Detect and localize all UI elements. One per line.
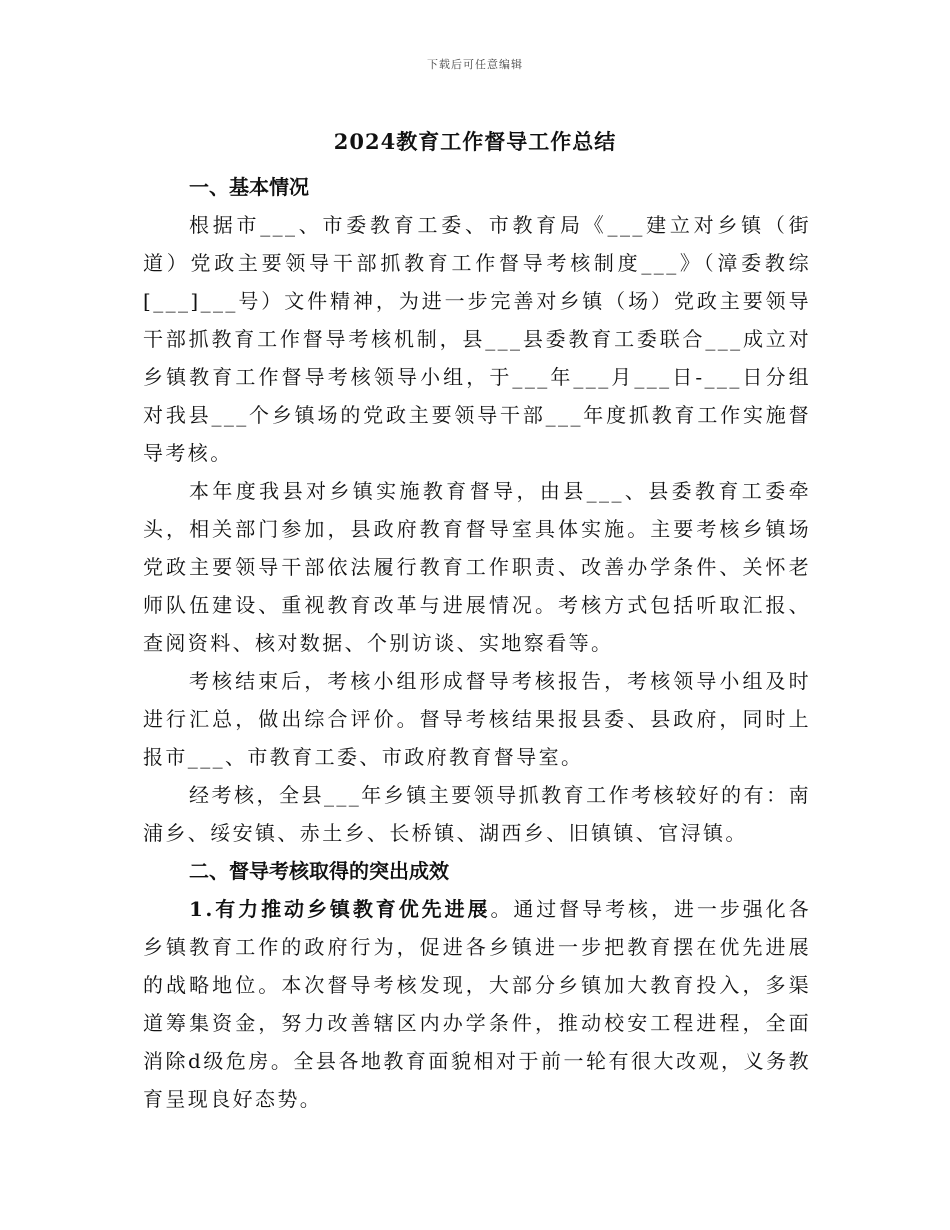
- paragraph-text: 。通过督导考核，进一步强化各乡镇教育工作的政府行为，促进各乡镇进一步把教育摆在优先进展的战略地位。本次督导考核发现，大部分乡镇加大教育投入，多渠道筹集资金，努力改善辖区内办学条件，推动校安工程进程，全面消除d级危房。全县各地教育面貌相对于前一轮有很大改观，义务教育呈现良好态势。: [143, 897, 811, 1111]
- paragraph-lead: 1.有力推动乡镇教育优先进展: [189, 897, 491, 921]
- document-title: 2024教育工作督导工作总结: [333, 129, 617, 154]
- paragraph: 根据市___、市委教育工委、市教育局《___建立对乡镇（街道）党政主要领导干部抓教育工作督导考核制度___》（漳委教综[___]___号）文件精神，为进一步完善对乡镇（场）党政主要领导干部抓教育工作督导考核机制，县___县委教育工委联合___成立对乡镇教育工作督导考核领导小组，于___年___月___日-___日分组对我县___个乡镇场的党政主要领导干部___年度抓教育工作实施督导考核。: [143, 213, 811, 465]
- section-heading-basic: 一、基本情况: [189, 175, 309, 199]
- header-note: 下载后可任意编辑: [427, 58, 523, 71]
- paragraph: 本年度我县对乡镇实施教育督导，由县___、县委教育工委牵头，相关部门参加，县政府教育督导室具体实施。主要考核乡镇场党政主要领导干部依法履行教育工作职责、改善办学条件、关怀老师队伍建设、重视教育改革与进展情况。考核方式包括听取汇报、查阅资料、核对数据、个别访谈、实地察看等。: [143, 479, 811, 655]
- section-heading-results: 二、督导考核取得的突出成效: [189, 859, 449, 883]
- paragraph: 考核结束后，考核小组形成督导考核报告，考核领导小组及时进行汇总，做出综合评价。督导考核结果报县委、县政府，同时上报市___、市教育工委、市政府教育督导室。: [143, 669, 811, 769]
- document-body: [143, 168, 811, 1118]
- paragraph-with-lead: [143, 890, 811, 1118]
- paragraph: 经考核，全县___年乡镇主要领导抓教育工作考核较好的有：南浦乡、绥安镇、赤土乡、长桥镇、湖西乡、旧镇镇、官浔镇。: [143, 783, 811, 845]
